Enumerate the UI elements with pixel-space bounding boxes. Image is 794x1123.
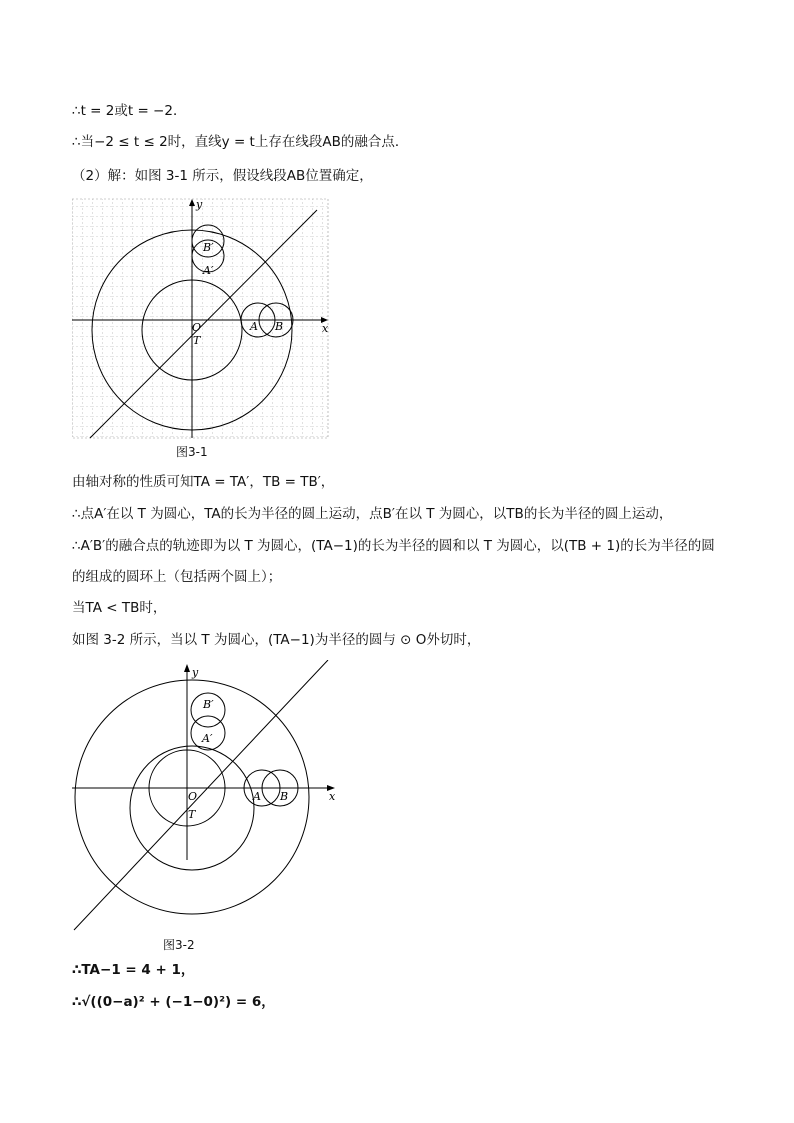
text-line-7: 的组成的圆环上（包括两个圆上）； (72, 569, 282, 585)
text-line-3: （2）解：如图 3-1 所示，假设线段AB位置确定， (72, 168, 373, 184)
figure-3-2 (72, 660, 342, 939)
fig1-label-o: O (192, 321, 202, 334)
fig1-label-a: A (250, 320, 258, 333)
fig2-label-b-prime: B′ (203, 698, 214, 711)
figure-3-2-svg (72, 660, 342, 935)
figure-3-1-svg (72, 196, 332, 441)
fig2-label-y: y (192, 666, 199, 679)
fig2-label-o: O (188, 790, 198, 803)
figure-3-1-caption: 图3-1 (176, 445, 208, 459)
figure-3-1 (72, 196, 332, 445)
fig1-label-b: B (275, 320, 284, 333)
text-line-9: 如图 3-2 所示，当以 T 为圆心，(TA−1)为半径的圆与 ⊙ O外切时， (72, 632, 481, 648)
fig2-label-t: T (188, 808, 196, 821)
fig2-label-a: A (253, 790, 261, 803)
fig1-label-y: y (196, 198, 203, 211)
text-line-4: 由轴对称的性质可知TA = TA′，TB = TB′， (72, 474, 335, 490)
text-line-5: ∴点A′在以 T 为圆心，TA的长为半径的圆上运动，点B′在以 T 为圆心，以TB的长为半径的圆上运动， (72, 506, 673, 522)
text-line-8: 当TA < TB时， (72, 600, 167, 616)
text-line-6: ∴A′B′的融合点的轨迹即为以 T 为圆心，(TA−1)的长为半径的圆和以 T 为圆心，以(TB + 1)的长为半径的圆 (72, 538, 715, 554)
text-line-2: ∴当−2 ≤ t ≤ 2时，直线y = t上存在线段AB的融合点． (72, 134, 409, 150)
figure-3-2-caption: 图3-2 (163, 938, 195, 952)
text-line-11: ∴√((0−a)² + (−1−0)²) = 6， (72, 994, 275, 1010)
fig1-label-b-prime: B′ (203, 241, 214, 254)
fig1-label-x: x (322, 322, 329, 335)
text-line-10: ∴TA−1 = 4 + 1， (72, 962, 195, 978)
fig2-label-x: x (329, 790, 336, 803)
text-line-1: ∴t = 2或t = −2． (72, 103, 187, 119)
fig2-label-a-prime: A′ (202, 732, 213, 745)
fig2-label-b: B (280, 790, 289, 803)
fig1-label-a-prime: A′ (203, 264, 214, 277)
fig1-label-t: T (193, 334, 201, 347)
